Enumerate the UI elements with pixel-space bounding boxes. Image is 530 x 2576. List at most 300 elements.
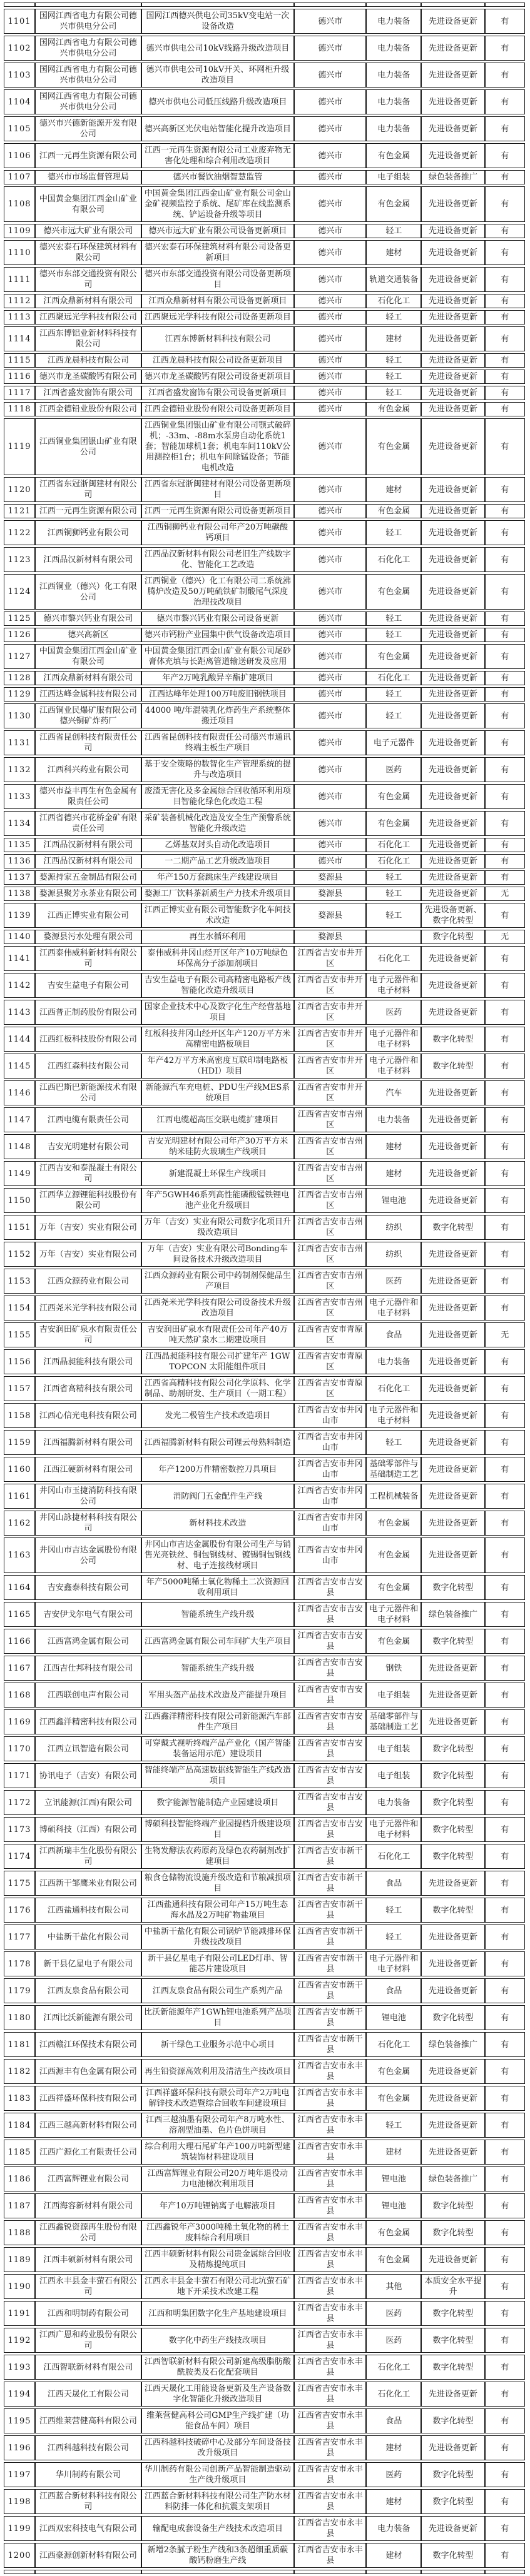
category-cell: 先进设备更新	[421, 784, 484, 809]
table-row	[4, 2516, 525, 2541]
row-id-cell: 1180	[4, 2005, 35, 2030]
category-cell: 数字化转型	[421, 2005, 484, 2030]
city-cell: 德兴市	[294, 644, 366, 669]
row-id-cell: 1145	[4, 1054, 35, 1079]
row-id-cell: 1163	[4, 1537, 35, 1573]
table-row	[4, 1430, 525, 1455]
city-cell: 婺源县	[294, 870, 366, 885]
category-cell: 数字化转型	[421, 2355, 484, 2380]
row-id-cell: 1108	[4, 186, 35, 222]
table-row	[4, 1709, 525, 1734]
city-cell: 江西省吉安市井开区	[294, 1054, 366, 1079]
category-cell: 先进设备更新	[421, 1871, 484, 1896]
table-row	[4, 2328, 525, 2353]
category-cell: 先进设备更新	[421, 946, 484, 971]
category-cell: 先进设备更新	[421, 1511, 484, 1536]
flag-cell: 有	[485, 63, 525, 88]
flag-cell: 无	[485, 1322, 525, 1347]
row-id-cell: 1146	[4, 1080, 35, 1105]
industry-cell: 石化化工	[366, 1844, 421, 1869]
company-cell: 江西巴斯巴新能源技术有限公司	[35, 1080, 141, 1105]
project-cell: 德兴市供电公司10kV开关、环网柜升级改造项目	[141, 63, 294, 88]
flag-cell: 有	[485, 611, 525, 626]
table-row	[4, 1349, 525, 1374]
row-id-cell: 1101	[4, 9, 35, 34]
city-cell: 江西省吉安市青原区	[294, 1376, 366, 1401]
industry-cell: 电子元器件和电子材料	[366, 973, 421, 998]
flag-cell: 有	[485, 224, 525, 238]
project-cell: 博硕科技智能终端产业园提档升级建设项目	[141, 1817, 294, 1842]
category-cell: 先进设备更新	[421, 1376, 484, 1401]
industry-cell: 锂电池	[366, 2166, 421, 2191]
flag-cell: 有	[485, 2193, 525, 2218]
industry-cell: 轻工	[366, 687, 421, 702]
row-id-cell: 1138	[4, 887, 35, 901]
flag-cell: 有	[485, 1602, 525, 1627]
project-cell: 江西众鼎新材料有限公司设备更新项目	[141, 294, 294, 308]
table-row	[4, 1511, 525, 1536]
city-cell: 江西省吉安市吉州区	[294, 1296, 366, 1321]
row-id-cell: 1133	[4, 784, 35, 809]
table-row	[4, 687, 525, 702]
industry-cell: 电子组装	[366, 1763, 421, 1788]
industry-cell: 电子元器件和电子材料	[366, 1951, 421, 1976]
company-cell: 江西红板科技股份有限公司	[35, 1027, 141, 1052]
table-row	[4, 1484, 525, 1509]
category-cell: 先进设备更新	[421, 611, 484, 626]
table-row	[4, 1656, 525, 1681]
project-cell: 德兴市餐饮油烟智慧监管	[141, 170, 294, 184]
row-id-cell: 1199	[4, 2516, 35, 2541]
table-row	[4, 353, 525, 368]
industry-cell: 有色金属	[366, 186, 421, 222]
flag-cell: 有	[485, 811, 525, 836]
row-id-cell: 1129	[4, 687, 35, 702]
project-cell: 年产1200万件精密数控刀具项目	[141, 1457, 294, 1482]
company-cell: 江西智联新材料有限公司	[35, 2355, 141, 2380]
table-row	[4, 2382, 525, 2407]
table-row	[4, 1161, 525, 1186]
row-id-cell: 1126	[4, 628, 35, 642]
industry-cell: 轻工	[366, 611, 421, 626]
company-cell: 万年（吉安）实业有限公司	[35, 1242, 141, 1267]
row-id-cell: 1166	[4, 1629, 35, 1654]
category-cell: 数字化转型	[421, 1575, 484, 1600]
company-cell: 万年（吉安）实业有限公司	[35, 1215, 141, 1240]
project-cell: 江西东博新材料科技有限公司	[141, 326, 294, 351]
table-row	[4, 2408, 525, 2433]
category-cell: 先进设备更新	[421, 1951, 484, 1976]
company-cell: 江西达峰金属科技有限公司	[35, 687, 141, 702]
category-cell: 先进设备更新	[421, 730, 484, 755]
company-cell: 新干县亿星电子有限公司	[35, 1951, 141, 1976]
project-cell: 国家企业技术中心及数字化生产经营基地项目	[141, 1000, 294, 1025]
category-cell: 数字化转型	[421, 1027, 484, 1052]
category-cell: 先进设备更新	[421, 1683, 484, 1708]
row-id-cell: 1140	[4, 930, 35, 944]
row-id-cell: 1194	[4, 2382, 35, 2407]
flag-cell: 有	[485, 2140, 525, 2165]
city-cell: 江西省吉安市井冈山市	[294, 1537, 366, 1573]
company-cell: 国网江西省电力有限公司德兴市供电分公司	[35, 36, 141, 61]
flag-cell: 有	[485, 1242, 525, 1267]
industry-cell: 轻工	[366, 1924, 421, 1950]
project-cell: 德兴市钙粉产业园集中供气设备改造项目	[141, 628, 294, 642]
project-cell: 江西省盛发窗饰有限公司设备更新项目	[141, 386, 294, 400]
table-row	[4, 186, 525, 222]
table-row	[4, 1683, 525, 1708]
industry-cell: 电子元器件和电子材料	[366, 1027, 421, 1052]
city-cell: 婺源县	[294, 930, 366, 944]
project-cell: 江西省东冠浙闽建材有限公司设备更新项目	[141, 477, 294, 502]
industry-cell: 建材	[366, 1134, 421, 1159]
flag-cell: 有	[485, 2408, 525, 2433]
project-cell: 一二期产品工艺升级改造项目	[141, 854, 294, 868]
company-cell: 江西电缆有限责任公司	[35, 1107, 141, 1132]
company-cell: 德兴市东部交通投资有限公司	[35, 267, 141, 292]
category-cell: 先进设备更新	[421, 1709, 484, 1734]
flag-cell: 有	[485, 1709, 525, 1734]
flag-cell: 有	[485, 267, 525, 292]
project-cell: 中盐新干盐化有限公司锅炉节能减排环保升级技改项目	[141, 1924, 294, 1950]
company-cell: 德兴市龙圣碳酸钙有限公司	[35, 370, 141, 384]
project-cell: 新增2条腻子粉生产线和3条超细重质碳酸钙粉磨生产线	[141, 2543, 294, 2568]
industry-cell: 石化化工	[366, 2355, 421, 2380]
industry-cell: 纺织	[366, 1215, 421, 1240]
row-id-cell: 1106	[4, 143, 35, 168]
row-id-cell: 1197	[4, 2462, 35, 2487]
industry-cell: 建材	[366, 240, 421, 265]
project-cell: 德兴市供电公司10kV线路升级改造项目	[141, 36, 294, 61]
project-cell: 江西三越油墨有限公司年产8万吨水性、溶剂型油墨、色片色饼项目	[141, 2113, 294, 2138]
project-cell: 万年（吉安）实业有限公司数字化项目升级改造项目	[141, 1215, 294, 1240]
flag-cell: 有	[485, 2086, 525, 2111]
city-cell: 德兴市	[294, 170, 366, 184]
category-cell: 数字化转型	[421, 2220, 484, 2245]
city-cell: 江西省吉安市永丰县	[294, 2247, 366, 2272]
table-row	[4, 1602, 525, 1627]
industry-cell: 电子元器件和电子材料	[366, 1602, 421, 1627]
city-cell: 德兴市	[294, 784, 366, 809]
company-cell: 江西泰伟威科新材料有限公司	[35, 946, 141, 971]
row-id-cell: 1158	[4, 1403, 35, 1428]
industry-cell: 轻工	[366, 2113, 421, 2138]
table-row	[4, 1898, 525, 1923]
city-cell: 婺源县	[294, 903, 366, 928]
city-cell: 德兴市	[294, 418, 366, 475]
city-cell: 德兴市	[294, 703, 366, 728]
partial-cell	[4, 3, 35, 7]
table-row	[4, 1000, 525, 1025]
flag-cell: 有	[485, 1000, 525, 1025]
table-row	[4, 2543, 525, 2568]
project-cell: 江西祥盛环保科技有限公司年产2万吨电解锌技术改造暨综合回收车间建设项目	[141, 2086, 294, 2111]
company-cell: 江西广源化工有限责任公司	[35, 2140, 141, 2165]
city-cell: 德兴市	[294, 116, 366, 141]
table-row	[4, 1054, 525, 1079]
city-cell: 江西省吉安市吉州区	[294, 1107, 366, 1132]
industry-cell: 有色金属	[366, 1537, 421, 1573]
table-row	[4, 730, 525, 755]
row-id-cell: 1165	[4, 1602, 35, 1627]
flag-cell: 有	[485, 1537, 525, 1573]
industry-cell: 石化化工	[366, 2032, 421, 2057]
industry-cell: 石化化工	[366, 671, 421, 685]
category-cell: 数字化转型	[421, 1054, 484, 1079]
table-row	[4, 1296, 525, 1321]
city-cell: 婺源县	[294, 887, 366, 901]
partial-row-bottom	[4, 2570, 525, 2574]
table-row	[4, 611, 525, 626]
table-row	[4, 930, 525, 944]
table-row	[4, 1457, 525, 1482]
city-cell: 江西省吉安市吉安县	[294, 1817, 366, 1842]
project-cell: 江西福腾新材料有限公司锂云母熟料制造	[141, 1430, 294, 1455]
table-row	[4, 574, 525, 610]
industry-cell: 建材	[366, 2140, 421, 2165]
city-cell: 江西省吉安市吉安县	[294, 1602, 366, 1627]
category-cell: 先进设备更新	[421, 353, 484, 368]
city-cell: 江西省吉安市永丰县	[294, 2543, 366, 2568]
project-cell: 婺源工厂饮料茶新质生产力技术升级项目	[141, 887, 294, 901]
project-cell: 年产5000吨稀土氧化物稀土二次资源回收利用项目	[141, 1575, 294, 1600]
project-cell: 德兴市供电公司低压线路升级改造项目	[141, 89, 294, 114]
project-cell: 江西鑫洋精密科技有限公司新能源汽车部件生产项目	[141, 1709, 294, 1734]
category-cell: 先进设备更新	[421, 1080, 484, 1105]
row-id-cell: 1148	[4, 1134, 35, 1159]
city-cell: 江西省吉安市吉州区	[294, 1188, 366, 1213]
table-row	[4, 9, 525, 34]
city-cell: 江西省吉安市吉州区	[294, 1215, 366, 1240]
company-cell: 江西普正制药股份有限公司	[35, 1000, 141, 1025]
company-cell: 江西豪源创新材料有限公司	[35, 2543, 141, 2568]
flag-cell: 有	[485, 1269, 525, 1294]
flag-cell: 有	[485, 628, 525, 642]
table-row	[4, 2435, 525, 2460]
flag-cell: 有	[485, 1871, 525, 1896]
project-cell: 年产10万吨锂钠离子电解液项目	[141, 2193, 294, 2218]
industry-cell: 有色金属	[366, 811, 421, 836]
category-cell: 先进设备更新	[421, 1322, 484, 1347]
table-row	[4, 1844, 525, 1869]
city-cell: 江西省吉安市新干县	[294, 1898, 366, 1923]
company-cell: 国网江西省电力有限公司德兴市供电分公司	[35, 9, 141, 34]
company-cell: 江西鑫锐资源再生股份有限公司	[35, 2220, 141, 2245]
table-row	[4, 116, 525, 141]
industry-cell: 有色金属	[366, 2086, 421, 2111]
project-cell: 中国黄金集团江西金山矿业有限公司尾砂膏体充填与长距离管道输送研发及应用	[141, 644, 294, 669]
project-cell: 乙烯基双封头自动化改造项目	[141, 838, 294, 852]
flag-cell: 有	[485, 1978, 525, 2003]
flag-cell: 有	[485, 1403, 525, 1428]
category-cell: 先进设备更新	[421, 1269, 484, 1294]
category-cell: 先进设备更新	[421, 574, 484, 610]
company-cell: 江西盐通科技有限公司	[35, 1898, 141, 1923]
company-cell: 德兴市远大矿业有限公司	[35, 224, 141, 238]
row-id-cell: 1181	[4, 2032, 35, 2057]
flag-cell: 有	[485, 903, 525, 928]
table-row	[4, 2220, 525, 2245]
city-cell: 德兴市	[294, 36, 366, 61]
row-id-cell: 1141	[4, 946, 35, 971]
project-cell: 数字能源智能制造产业园建设项目	[141, 1790, 294, 1815]
table-row	[4, 2086, 525, 2111]
project-cell: 再生铅资源高效利用及清洁生产技改项目	[141, 2059, 294, 2084]
row-id-cell: 1149	[4, 1161, 35, 1186]
flag-cell: 有	[485, 2247, 525, 2272]
flag-cell: 有	[485, 9, 525, 34]
industry-cell: 轻工	[366, 1898, 421, 1923]
row-id-cell: 1161	[4, 1484, 35, 1509]
company-cell: 吉安鑫泰科技有限公司	[35, 1575, 141, 1600]
flag-cell: 有	[485, 1054, 525, 1079]
table-row	[4, 1978, 525, 2003]
row-id-cell: 1192	[4, 2328, 35, 2353]
flag-cell: 有	[485, 1683, 525, 1708]
company-cell: 中国黄金集团江西金山矿业有限公司	[35, 186, 141, 222]
industry-cell: 建材	[366, 326, 421, 351]
city-cell: 江西省吉安市新干县	[294, 1924, 366, 1950]
industry-cell: 电子组装	[366, 170, 421, 184]
city-cell: 江西省吉安市井冈山市	[294, 1457, 366, 1482]
flag-cell: 有	[485, 170, 525, 184]
category-cell: 数字化转型	[421, 1763, 484, 1788]
table-row	[4, 2166, 525, 2191]
row-id-cell: 1178	[4, 1951, 35, 1976]
project-cell: 消防阀门五金配件生产线	[141, 1484, 294, 1509]
industry-cell: 有色金属	[366, 418, 421, 475]
flag-cell: 有	[485, 1376, 525, 1401]
category-cell: 绿色装备推广	[421, 2032, 484, 2057]
flag-cell: 有	[485, 671, 525, 685]
row-id-cell: 1196	[4, 2435, 35, 2460]
table-row	[4, 170, 525, 184]
table-row	[4, 784, 525, 809]
category-cell: 先进设备更新	[421, 1430, 484, 1455]
project-cell: 新建混凝土环保生产线项目	[141, 1161, 294, 1186]
industry-cell: 有色金属	[366, 2220, 421, 2245]
company-cell: 婺源县污水处理有限公司	[35, 930, 141, 944]
company-cell: 华川制药有限公司	[35, 2462, 141, 2487]
table-row	[4, 370, 525, 384]
company-cell: 江西一元再生资源有限公司	[35, 504, 141, 518]
company-cell: 江西华立源锂能科技股份有限公司	[35, 1188, 141, 1213]
flag-cell: 有	[485, 1027, 525, 1052]
table-row	[4, 402, 525, 416]
city-cell: 江西省吉安市吉安县	[294, 1736, 366, 1761]
company-cell: 江西科兴药业有限公司	[35, 757, 141, 782]
flag-cell: 有	[485, 353, 525, 368]
table-row	[4, 1080, 525, 1105]
category-cell: 先进设备更新	[421, 63, 484, 88]
flag-cell: 有	[485, 1511, 525, 1536]
company-cell: 江西立讯智造有限公司	[35, 1736, 141, 1761]
industry-cell: 有色金属	[366, 2059, 421, 2084]
row-id-cell: 1131	[4, 730, 35, 755]
project-cell: 泰伟威科井冈山经开区年产10万吨绿色环保高分子添加剂项目	[141, 946, 294, 971]
row-id-cell: 1125	[4, 611, 35, 626]
row-id-cell: 1172	[4, 1790, 35, 1815]
city-cell: 德兴市	[294, 504, 366, 518]
category-cell: 先进设备更新	[421, 811, 484, 836]
row-id-cell: 1142	[4, 973, 35, 998]
project-cell: 粮食仓储物流设施升级改造和节粮减损项目	[141, 1871, 294, 1896]
industry-cell: 电力装备	[366, 89, 421, 114]
project-cell: 江西龙晨科技有限公司设备更新项目	[141, 353, 294, 368]
flag-cell: 有	[485, 1430, 525, 1455]
row-id-cell: 1195	[4, 2408, 35, 2433]
industry-cell: 电力装备	[366, 1107, 421, 1132]
project-cell: 中国黄金集团江西金山矿业有限公司金山金矿视频监控子系统、尾矿库在线监测系统、铲运设备升级等项目	[141, 186, 294, 222]
flag-cell: 有	[485, 504, 525, 518]
city-cell: 江西省吉安市新干县	[294, 1978, 366, 2003]
city-cell: 江西省吉安市永丰县	[294, 2220, 366, 2245]
project-cell: 江西众源药业有限公司中药制剂保健品生产项目	[141, 1269, 294, 1294]
company-cell: 江西众源药业有限公司	[35, 1269, 141, 1294]
row-id-cell: 1117	[4, 386, 35, 400]
industry-cell: 电子元器件和电子材料	[366, 1054, 421, 1079]
flag-cell: 有	[485, 1898, 525, 1923]
city-cell: 德兴市	[294, 326, 366, 351]
category-cell: 先进设备更新	[421, 1161, 484, 1186]
row-id-cell: 1154	[4, 1296, 35, 1321]
project-cell: 江西富鸿金属有限公司车间扩大生产项目	[141, 1629, 294, 1654]
company-cell: 江西金德铅业股份有限公司	[35, 402, 141, 416]
flag-cell: 有	[485, 1951, 525, 1976]
company-cell: 江西友泉食品有限公司	[35, 1978, 141, 2003]
table-row	[4, 520, 525, 545]
table-row	[4, 2059, 525, 2084]
category-cell: 先进设备更新	[421, 1924, 484, 1950]
flag-cell: 有	[485, 784, 525, 809]
project-cell: 生物发酵法农药原药及绿色农药制剂改扩建项目	[141, 1844, 294, 1869]
flag-cell: 有	[485, 477, 525, 502]
city-cell: 德兴市	[294, 477, 366, 502]
table-row	[4, 1790, 525, 1815]
row-id-cell: 1191	[4, 2301, 35, 2326]
project-cell: 德兴市东部交通投资有限公司设备更新项目	[141, 267, 294, 292]
industry-cell: 电力装备	[366, 1790, 421, 1815]
row-id-cell: 1135	[4, 838, 35, 852]
category-cell: 数字化转型	[421, 1844, 484, 1869]
company-cell: 国网江西省电力有限公司德兴市供电分公司	[35, 63, 141, 88]
project-cell: 江西电缆超高压交联电缆扩建项目	[141, 1107, 294, 1132]
partial-cell	[141, 3, 294, 7]
city-cell: 德兴市	[294, 353, 366, 368]
flag-cell: 有	[485, 370, 525, 384]
company-cell: 江西铜业（德兴）化工有限公司	[35, 574, 141, 610]
city-cell: 江西省吉安市井冈山市	[294, 1430, 366, 1455]
project-cell: 智能系统生产线升级	[141, 1656, 294, 1681]
industry-cell: 轻工	[366, 628, 421, 642]
category-cell: 数字化转型	[421, 2328, 484, 2353]
flag-cell: 有	[485, 1080, 525, 1105]
category-cell: 先进设备更新	[421, 1349, 484, 1374]
industry-cell: 有色金属	[366, 1629, 421, 1654]
category-cell: 先进设备更新	[421, 887, 484, 901]
project-cell: 智能系统生产线升级	[141, 1602, 294, 1627]
category-cell: 本质安全水平提升	[421, 2274, 484, 2299]
project-cell: 江西友泉食品有限公司生产系列产品	[141, 1978, 294, 2003]
category-cell: 先进设备更新	[421, 757, 484, 782]
project-cell: 红板科技井冈山经开区年产120万平方米高精密电路板项目	[141, 1027, 294, 1052]
company-cell: 江西祥盛环保科技有限公司	[35, 2086, 141, 2111]
table-row	[4, 1871, 525, 1896]
project-cell: 德兴市远大矿业有限公司设备更新项目	[141, 224, 294, 238]
city-cell: 德兴市	[294, 294, 366, 308]
category-cell: 先进设备更新	[421, 386, 484, 400]
industry-cell: 电子元器件	[366, 730, 421, 755]
